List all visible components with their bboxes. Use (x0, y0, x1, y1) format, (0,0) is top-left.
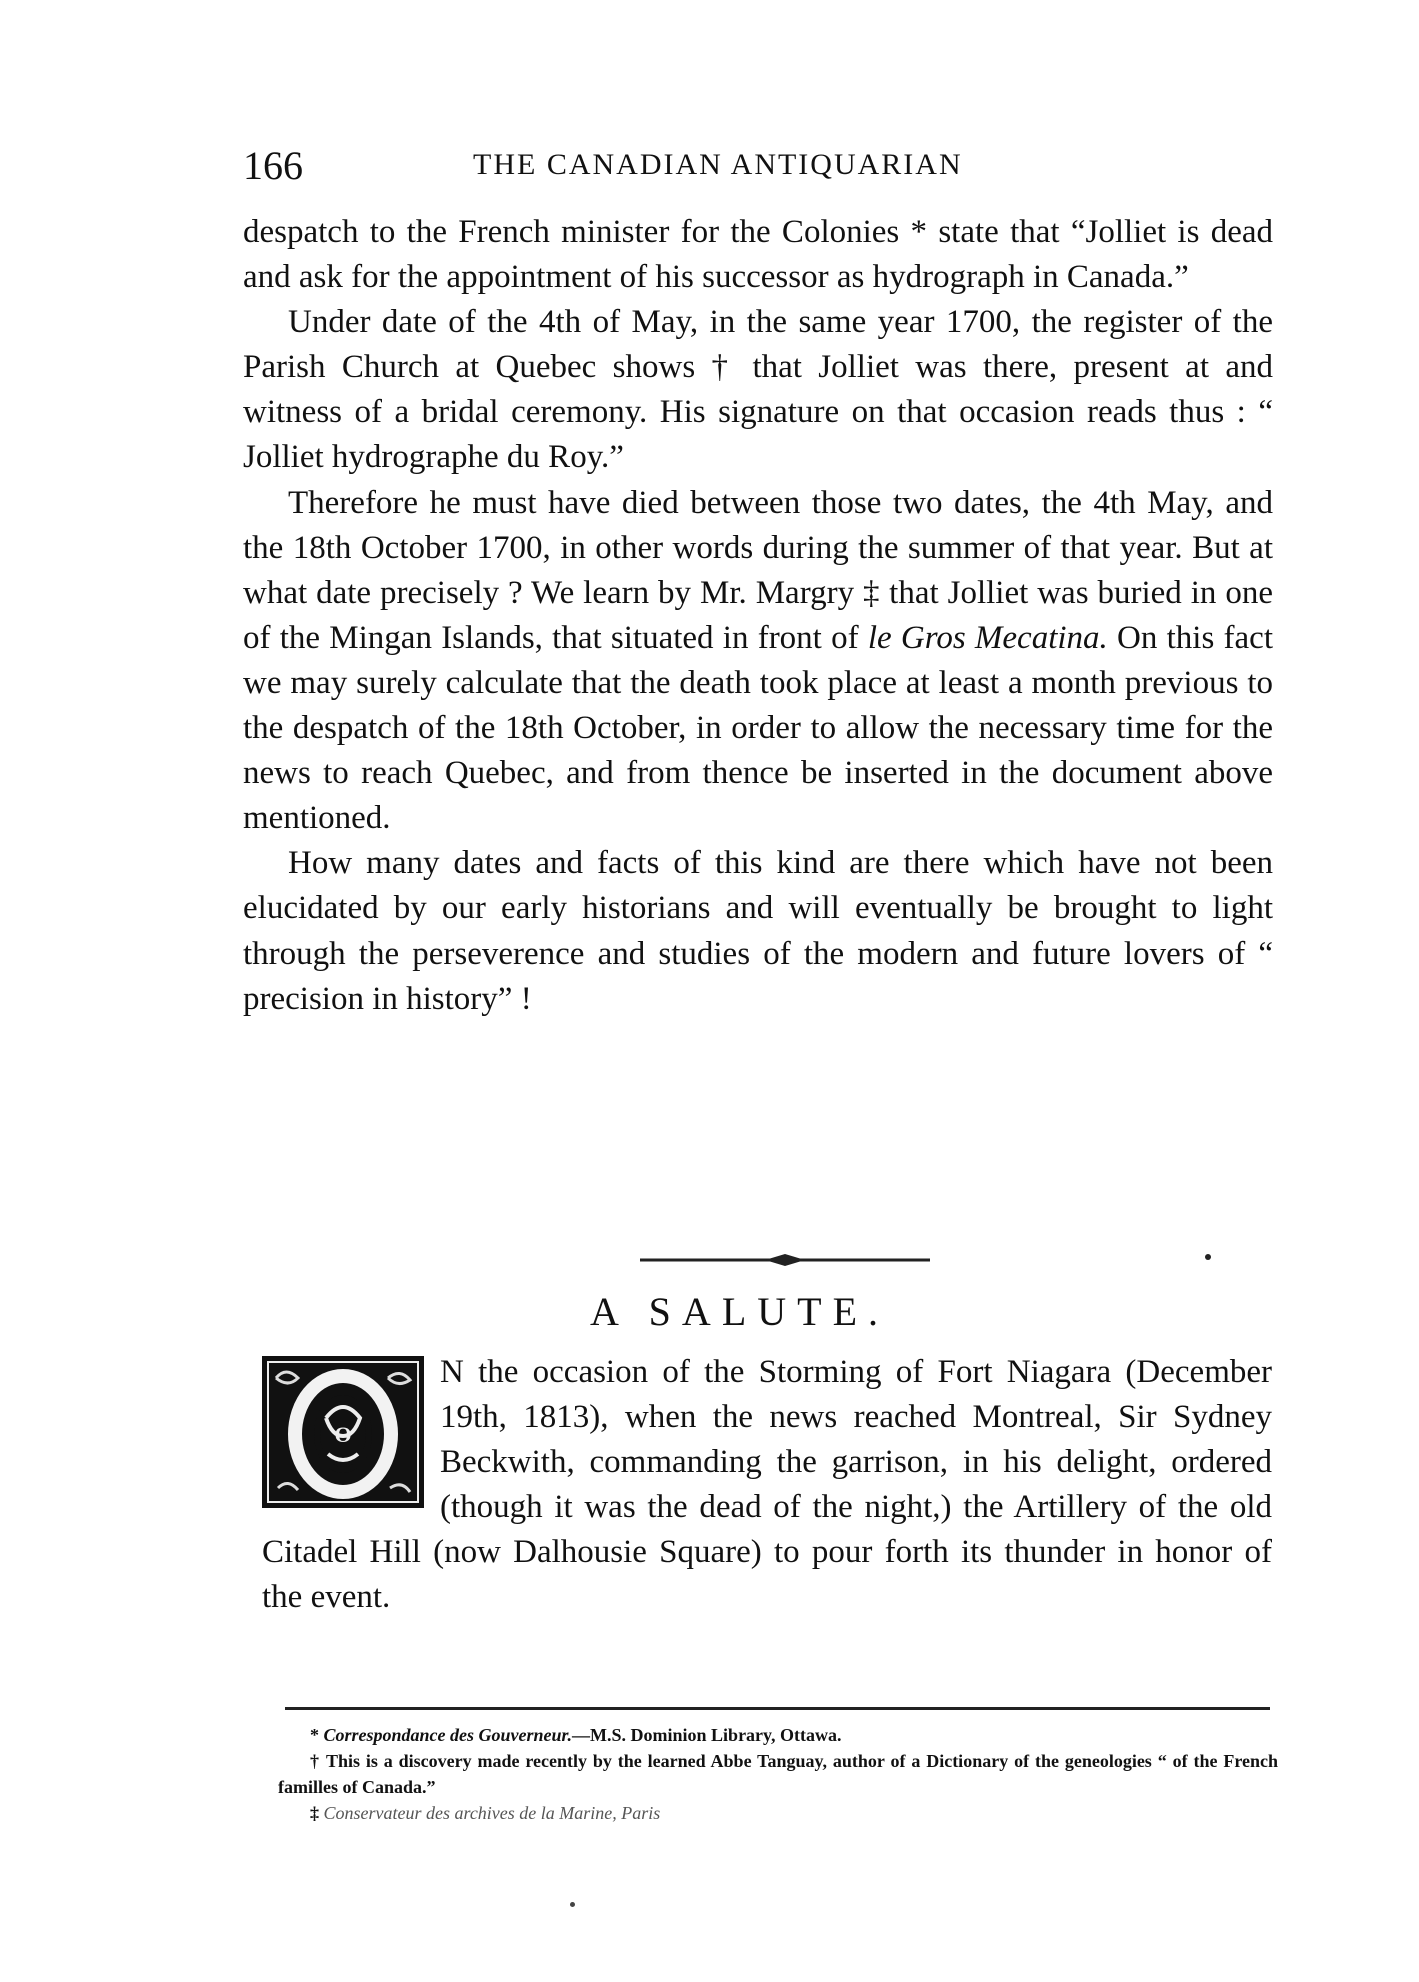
footnote-text: This is a discovery made recently by the learned Abbe Tanguay, author of a Dictionary of the geneologies “ of the French familles of Canada.” (278, 1751, 1278, 1797)
paragraph-closing: How many dates and facts of this kind are there which have not been elucidated by our early historians and will eventually be brought to light through the perseverence and studies of the modern and future lovers of “ precision in history” ! (243, 845, 1273, 1017)
footnote-2 (278, 1748, 1278, 1800)
footnote-marker: † (310, 1751, 321, 1771)
footnotes (278, 1722, 1278, 1826)
footnote-text: —M.S. Dominion Library, Ottawa. (572, 1725, 842, 1745)
section-title: A SALUTE. (590, 1289, 889, 1334)
paragraph-death-date (243, 481, 1273, 842)
footnote-marker: ‡ (310, 1803, 319, 1823)
footnote-marker: * (310, 1725, 319, 1745)
ink-speck (1205, 1254, 1211, 1260)
article-body (243, 210, 1273, 1022)
page-number: 166 (243, 143, 303, 188)
place-name: le Gros Mecatina. (867, 619, 1108, 656)
paragraph-text: Therefore he must have died between those two dates, the 4th May, and the 18th October 1700, in other words during the summer of that year. But at what date precisely ? We learn by Mr. Margry ‡ that Jolliet was buried in one of the Mingan Islands, that situated in front of (243, 484, 1273, 656)
footnote-3 (278, 1800, 1278, 1826)
salute-paragraph: N the occasion of the Storming of Fort Niagara (December 19th, 1813), when the news reached Montreal, Sir Sydney Beckwith, commanding the garrison, in his delight, ordered (though it was the dead of the night,) the Artillery of the old Citadel Hill (now Dalhousie Square) to pour forth its thunder in honor of the event. (262, 1354, 1272, 1616)
footnote-source: Conservateur des archives de la Marine, Paris (323, 1803, 661, 1823)
ornamental-drop-cap (262, 1356, 424, 1508)
paragraph-continuation: despatch to the French minister for the Colonies * state that “Jolliet is dead and ask for the appointment of his successor as hydrograph in Canada.” (243, 214, 1273, 296)
ink-speck (570, 1902, 575, 1907)
footnote-source: Correspondance des Gouverneur. (323, 1725, 573, 1745)
salute-section (262, 1350, 1272, 1621)
section-divider-ornament (640, 1250, 930, 1270)
footnote-rule (285, 1707, 1270, 1710)
paragraph-register: Under date of the 4th of May, in the same year 1700, the register of the Parish Church at Quebec shows † that Jolliet was there, present at and witness of a bridal ceremony. His signature on that occasion reads thus : “ Jolliet hydrographe du Roy.” (243, 304, 1273, 476)
drop-cap-letter: O (334, 1422, 352, 1447)
footnote-1 (278, 1722, 1278, 1748)
running-head (243, 142, 1273, 188)
paragraph-text: On this fact we may surely calculate that the death took place at least a month previous to the despatch of the 18th October, in order to allow the necessary time for the news to reach Quebec, and from thence be inserted in the document above mentioned. (243, 619, 1273, 837)
running-title: THE CANADIAN ANTIQUARIAN (473, 148, 963, 181)
